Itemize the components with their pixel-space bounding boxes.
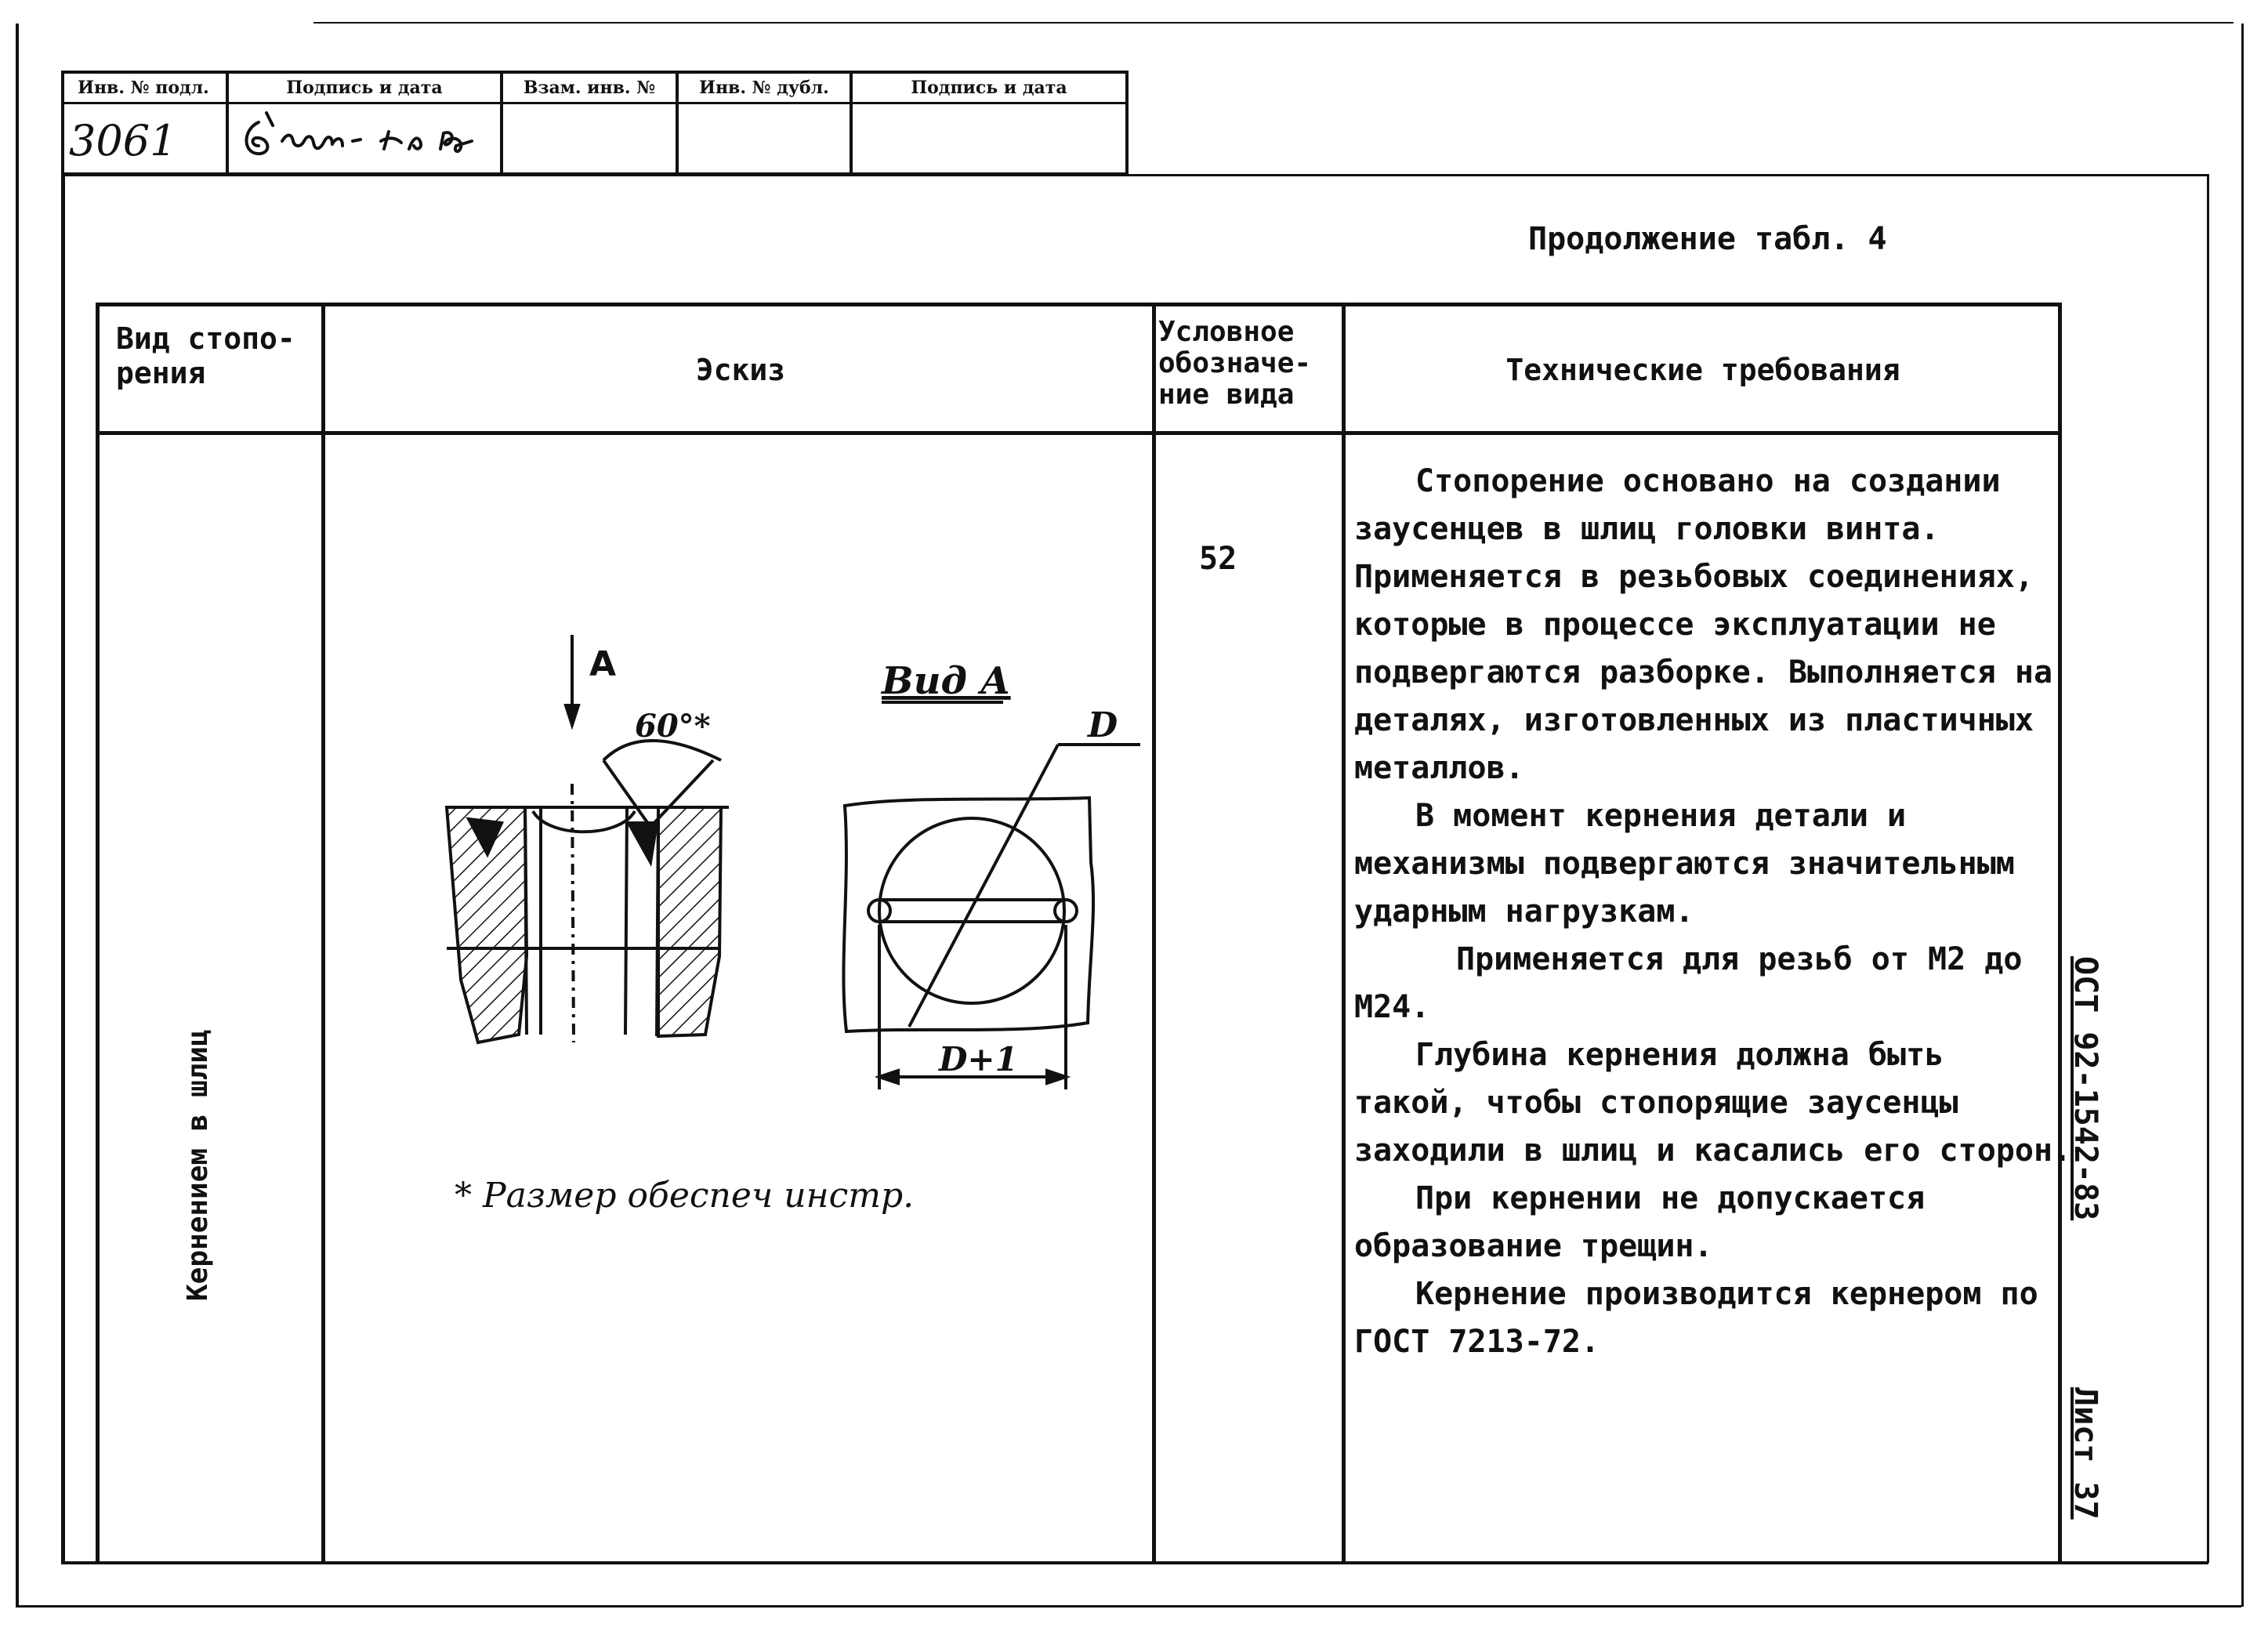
stamp-cell-inv-orig xyxy=(61,71,229,176)
sheet-frame-top xyxy=(61,174,2208,176)
requirement-5: Глубина кернения должна быть такой, чтобы стопорящие заусенцы заходили в шлиц и касались его сторон. xyxy=(1354,1037,2072,1169)
sheet-frame-bottom xyxy=(61,1561,2208,1564)
stamp-header-inv-orig: Инв. № подл. xyxy=(78,78,209,98)
frame-top-line xyxy=(313,22,2234,24)
signature-image xyxy=(235,107,494,169)
continuation-label: Продолжение табл. 4 xyxy=(1528,221,1887,257)
document-code: ОСТ 92-1542-83 xyxy=(2067,956,2103,1221)
stamp-header-signature-2: Подпись и дата xyxy=(911,78,1067,98)
stamp-header-dup-inv: Инв. № дубл. xyxy=(699,78,829,98)
frame-left-line xyxy=(16,24,19,1607)
sheet-number: Лист 37 xyxy=(2067,1387,2103,1520)
view-a xyxy=(843,745,1140,1089)
requirement-7: Кернение производится кернером по ГОСТ 7213-72. xyxy=(1354,1276,2038,1360)
table-col-divider-3 xyxy=(1342,303,1346,1563)
frame-bottom-line xyxy=(16,1605,2241,1608)
angle-label: 60°* xyxy=(635,708,711,745)
table-col-divider-1 xyxy=(321,303,325,1563)
dimension-d-plus-1: D+1 xyxy=(939,1040,1018,1078)
table-top-border xyxy=(96,303,2061,306)
view-title: Вид А xyxy=(882,659,1011,703)
section-view xyxy=(447,784,729,1042)
arrow-label: А xyxy=(589,644,617,684)
requirement-4: Применяется для резьб от М2 до М24. xyxy=(1354,941,2023,1025)
stamp-cell-dup-inv xyxy=(679,71,853,176)
header-sketch: Эскиз xyxy=(695,353,786,387)
stamp-cell-signature-2 xyxy=(853,71,1129,176)
designation-value: 52 xyxy=(1199,541,1237,577)
header-designation: Условное обозначе- ние вида xyxy=(1158,316,1312,411)
footnote: * Размер обеспеч инстр. xyxy=(455,1176,915,1216)
sheet-frame-right xyxy=(2207,174,2209,1563)
table-header-divider xyxy=(96,431,2061,435)
header-lock-type: Вид стопо- рения xyxy=(116,321,295,390)
sheet-frame-left xyxy=(61,174,65,1563)
requirement-2: Применяется в резьбовых соединениях, которые в процессе эксплуатации не подвергаются разборке. Выполняется на деталях, изготовленных из пластичных металлов. xyxy=(1354,559,2053,786)
stamp-header-replace-inv: Взам. инв. № xyxy=(523,78,656,98)
frame-right-line xyxy=(2241,24,2244,1607)
view-arrow xyxy=(566,635,578,725)
table-left-border xyxy=(96,303,100,1563)
header-requirements: Технические требования xyxy=(1505,353,1900,387)
inventory-stamp xyxy=(61,71,1129,176)
requirement-6: При кернении не допускается образование трещин. xyxy=(1354,1180,1926,1264)
requirement-3: В момент кернения детали и механизмы подвергаются значительным ударным нагрузкам. xyxy=(1354,798,2015,930)
stamp-header-signature-1: Подпись и дата xyxy=(286,78,443,98)
stamp-cell-signature-1 xyxy=(229,71,503,176)
stamp-cell-replace-inv xyxy=(503,71,679,176)
lock-type-cell: Кернением в шлиц xyxy=(182,1029,214,1301)
sketch-drawing xyxy=(423,627,1160,1216)
requirement-1: Стопорение основано на создании заусенцев в шлиц головки винта. xyxy=(1354,463,2001,547)
technical-requirements xyxy=(1354,458,2075,1366)
inventory-number: 3061 xyxy=(69,116,177,165)
dimension-d: D xyxy=(1088,705,1118,745)
